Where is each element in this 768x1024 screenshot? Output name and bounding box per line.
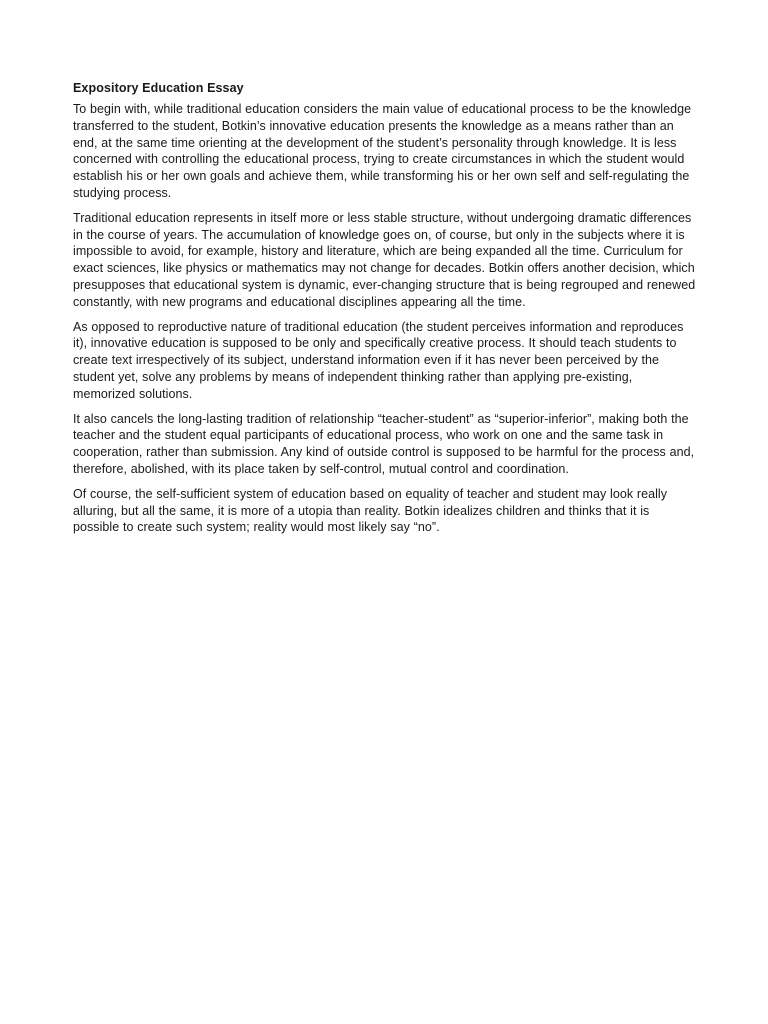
paragraph-3: As opposed to reproductive nature of traditional education (the student perceives information and reproduces it), innovative education is supposed to be only and specifically creative process. It should teach students to create text irrespectively of its subject, understand information even if it has never been perceived by the student yet, solve any problems by means of independent thinking rather than applying pre-existing, memorized solutions.	[73, 319, 684, 401]
paragraph-4: It also cancels the long-lasting tradition of relationship “teacher-student” as “superior-inferior”, making both the teacher and the student equal participants of educational process, who work on one and the same task in cooperation, rather than submission. Any kind of outside control is supposed to be harmful for the process and, therefore, abolished, with its place taken by self-control, mutual control and coordination.	[73, 411, 695, 476]
paragraph-5: Of course, the self-sufficient system of education based on equality of teacher and student may look really alluring, but all the same, it is more of a utopia than reality. Botkin idealizes children and thinks that it is possible to create such system; reality would most likely say “no”.	[73, 486, 668, 535]
paragraph-1: To begin with, while traditional education considers the main value of educational process to be the knowledge transferred to the student, Botkin’s innovative education presents the knowledge as a means rather than an end, at the same time orienting at the development of the student’s personality through knowledge. It is less concerned with controlling the educational process, trying to create circumstances in which the student would establish his or her own goals and achieve them, while transforming his or her own self and self-regulating the studying process.	[73, 102, 692, 200]
document-title: Expository Education Essay	[73, 81, 244, 95]
paragraph-2: Traditional education represents in itself more or less stable structure, without undergoing dramatic differences in the course of years. The accumulation of knowledge goes on, of course, but only in the subjects where it is impossible to avoid, for example, history and literature, which are being expanded all the time. Curriculum for exact sciences, like physics or mathematics may not change for decades. Botkin offers another decision, which presupposes that educational system is dynamic, ever-changing structure that is being regrouped and renewed constantly, with new programs and educational disciplines appearing all the time.	[73, 210, 696, 309]
